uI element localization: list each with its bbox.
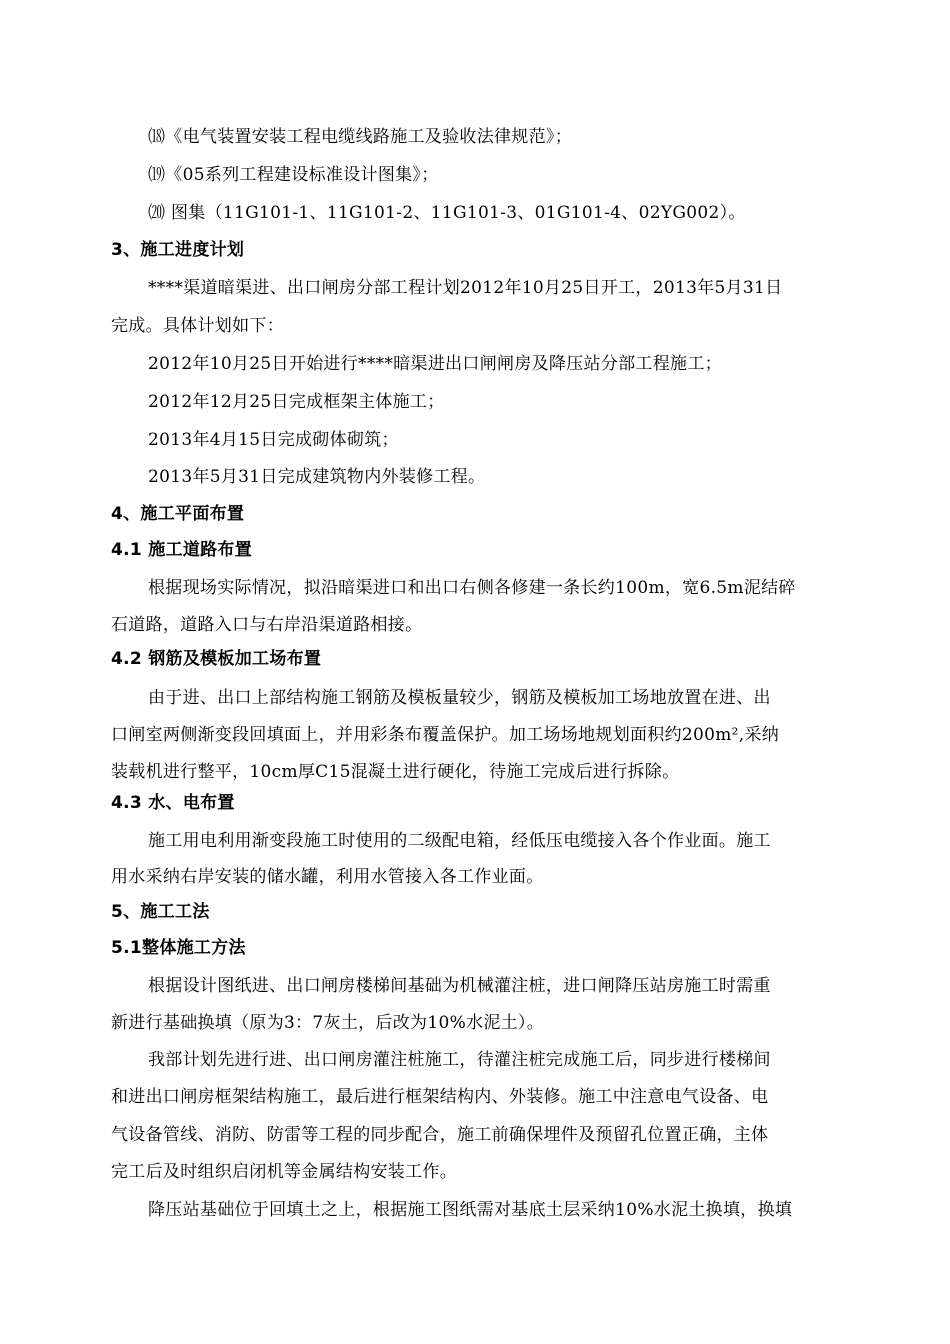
schedule-item: 2013年5月31日完成建筑物内外装修工程。 [148, 467, 486, 487]
section-3-heading: 3、施工进度计划 [111, 240, 245, 260]
standard-item-19: ⒆《05系列工程建设标准设计图集》； [148, 165, 439, 185]
section-5-1-paragraph-line: 新进行基础换填（原为3：7灰土，后改为10%水泥土）。 [111, 1013, 545, 1033]
section-4-1-heading: 4.1 施工道路布置 [111, 540, 253, 560]
schedule-item: 2012年12月25日完成框架主体施工； [148, 392, 445, 412]
standard-item-20: ⒇ 图集（11G101-1、11G101-2、11G101-3、01G101-4、02YG002）。 [148, 203, 746, 223]
section-3-paragraph-line: ****渠道暗渠进、出口闸房分部工程计划2012年10月25日开工，2013年5月31日 [148, 278, 783, 298]
standard-item-18: ⒅《电气装置安装工程电缆线路施工及验收法律规范》； [148, 127, 572, 147]
section-4-2-paragraph-line: 由于进、出口上部结构施工钢筋及模板量较少，钢筋及模板加工场地放置在进、出 [148, 688, 771, 708]
section-5-heading: 5、施工工法 [111, 902, 210, 922]
section-5-1-paragraph-line: 降压站基础位于回填土之上，根据施工图纸需对基底土层采纳10%水泥土换填，换填 [148, 1200, 793, 1220]
section-5-1-paragraph-line: 我部计划先进行进、出口闸房灌注桩施工，待灌注桩完成施工后，同步进行楼梯间 [148, 1050, 771, 1070]
section-4-2-paragraph-line: 口闸室两侧渐变段回填面上，并用彩条布覆盖保护。加工场场地规划面积约200m²,采纳 [111, 725, 780, 745]
section-5-1-heading: 5.1整体施工方法 [111, 938, 246, 958]
section-4-3-heading: 4.3 水、电布置 [111, 793, 235, 813]
schedule-item: 2012年10月25日开始进行****暗渠进出口闸闸房及降压站分部工程施工； [148, 354, 722, 374]
section-4-1-paragraph-line: 根据现场实际情况，拟沿暗渠进口和出口右侧各修建一条长约100m，宽6.5m泥结碎 [148, 578, 796, 598]
schedule-item: 2013年4月15日完成砌体砌筑； [148, 430, 399, 450]
section-4-3-paragraph-line: 施工用电利用渐变段施工时使用的二级配电箱，经低压电缆接入各个作业面。施工 [148, 831, 771, 851]
section-5-1-paragraph-line: 根据设计图纸进、出口闸房楼梯间基础为机械灌注桩，进口闸降压站房施工时需重 [148, 976, 771, 996]
section-3-paragraph-line: 完成。具体计划如下： [111, 316, 284, 336]
section-4-3-paragraph-line: 用水采纳右岸安装的储水罐，利用水管接入各工作业面。 [111, 867, 544, 887]
section-4-2-paragraph-line: 装载机进行整平，10cm厚C15混凝土进行硬化，待施工完成后进行拆除。 [111, 762, 680, 782]
section-4-1-paragraph-line: 石道路，道路入口与右岸沿渠道路相接。 [111, 615, 423, 635]
section-4-heading: 4、施工平面布置 [111, 504, 245, 524]
section-5-1-paragraph-line: 和进出口闸房框架结构施工，最后进行框架结构内、外装修。施工中注意电气设备、电 [111, 1087, 769, 1107]
section-5-1-paragraph-line: 完工后及时组织启闭机等金属结构安装工作。 [111, 1162, 457, 1182]
section-5-1-paragraph-line: 气设备管线、消防、防雷等工程的同步配合，施工前确保埋件及预留孔位置正确，主体 [111, 1125, 769, 1145]
section-4-2-heading: 4.2 钢筋及模板加工场布置 [111, 649, 322, 669]
